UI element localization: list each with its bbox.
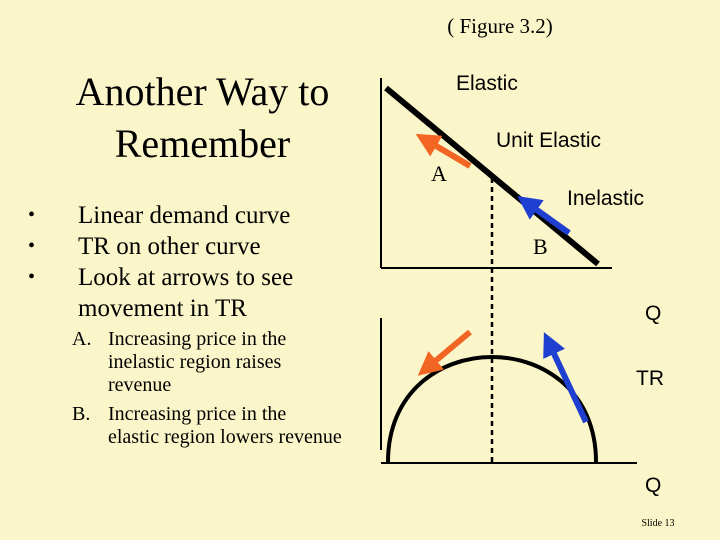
label-a: A	[431, 161, 447, 186]
demand-curve	[386, 88, 598, 264]
slide-number: Slide 13	[641, 518, 675, 529]
label-q-top: Q	[645, 302, 662, 325]
label-q-bottom: Q	[645, 474, 662, 497]
arrow-tr-blue	[549, 343, 586, 422]
label-inelastic: Inelastic	[567, 187, 645, 210]
bullet-item: • Look at arrows to see movement in TR	[28, 262, 348, 324]
sub-item-text: Increasing price in the inelastic region raises revenue	[108, 328, 287, 396]
bullet-item: • Linear demand curve	[28, 200, 348, 231]
figure-reference: ( Figure 3.2)	[447, 14, 553, 38]
arrow-b-blue	[527, 203, 569, 233]
slide-title: Another Way to Remember	[75, 69, 330, 166]
sub-item-text: Increasing price in the elastic region lowers revenue	[108, 403, 342, 448]
label-tr: TR	[636, 367, 664, 390]
sub-item-marker: A.	[72, 328, 92, 350]
sub-item-marker: B.	[72, 403, 91, 425]
label-elastic: Elastic	[456, 72, 518, 95]
bullet-item: • TR on other curve	[28, 231, 348, 262]
label-unit-elastic: Unit Elastic	[496, 129, 602, 152]
label-b: B	[533, 234, 548, 259]
